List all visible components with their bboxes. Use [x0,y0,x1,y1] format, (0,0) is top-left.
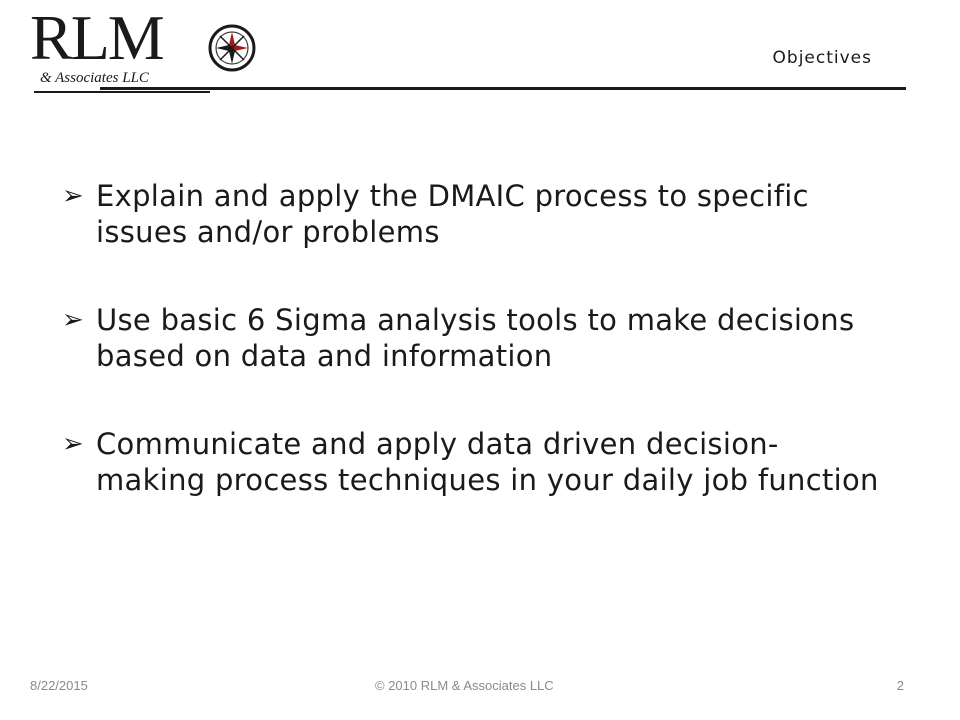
arrow-bullet-icon: ➢ [62,181,84,211]
compass-icon [202,18,262,78]
bullet-text: Communicate and apply data driven decision-making process techniques in your daily job function [96,427,879,497]
list-item [62,426,882,498]
bullet-text: Explain and apply the DMAIC process to specific issues and/or problems [96,179,809,249]
arrow-bullet-icon: ➢ [62,429,84,459]
company-logo [30,2,235,90]
bullet-text: Use basic 6 Sigma analysis tools to make decisions based on data and information [96,303,855,373]
logo-sub-text: & Associates LLC [40,70,149,86]
list-item [62,178,882,250]
arrow-bullet-icon: ➢ [62,305,84,335]
footer-copyright: © 2010 RLM & Associates LLC [375,678,554,693]
logo-main-text: RLM [30,2,163,73]
header-divider [100,87,906,90]
footer-date: 8/22/2015 [30,678,88,693]
slide-title: Objectives [772,48,872,68]
list-item [62,302,882,374]
page-number: 2 [896,678,904,693]
objectives-list [62,178,882,550]
logo-underline [34,91,210,93]
